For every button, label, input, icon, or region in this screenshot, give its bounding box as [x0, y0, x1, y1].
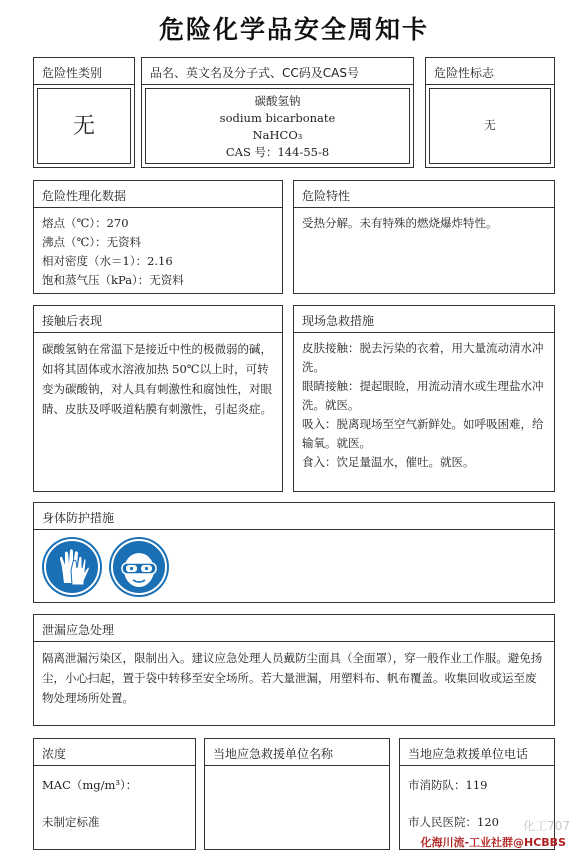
physchem-line: 沸点（℃）：无资料	[42, 235, 142, 249]
first-aid-box	[293, 305, 555, 492]
first-aid-line: 皮肤接触：脱去污染的衣着，用大量流动清水冲洗。	[302, 341, 544, 374]
hazard-mark-value: 无	[484, 118, 496, 132]
page-title: 危险化学品安全周知卡	[158, 15, 429, 44]
identity-cn-name: 碳酸氢钠	[254, 94, 301, 108]
identity-box	[141, 57, 414, 168]
contact-box	[33, 305, 283, 492]
hazard-props-box	[293, 180, 555, 294]
concentration-mac: MAC（mg/m³）：	[42, 778, 138, 792]
physchem-box	[33, 180, 283, 294]
identity-en-name: sodium bicarbonate	[219, 111, 336, 125]
hazard-class-box	[33, 57, 135, 168]
concentration-box	[33, 738, 196, 850]
phone-hospital: 市人民医院：120	[408, 815, 499, 829]
hazard-props-text: 受热分解。未有特殊的燃烧爆炸特性。	[302, 216, 498, 230]
contact-header: 接触后表现	[34, 306, 282, 333]
spill-header: 泄漏应急处理	[34, 615, 554, 642]
concentration-header: 浓度	[34, 739, 195, 766]
first-aid-header: 现场急救措施	[294, 306, 554, 333]
watermark-faint: 化工707	[523, 819, 570, 833]
phone-fire: 市消防队：119	[408, 778, 488, 792]
identity-cas: CAS 号：144-55-8	[225, 145, 330, 159]
gloves-icon	[42, 537, 102, 597]
spill-box	[33, 614, 555, 726]
identity-frame	[145, 88, 410, 164]
hazard-mark-box	[425, 57, 555, 168]
hazard-mark-header: 危险性标志	[426, 58, 554, 85]
ppe-header: 身体防护措施	[34, 503, 554, 530]
concentration-value: 未制定标准	[42, 815, 100, 829]
hazard-props-header: 危险特性	[294, 181, 554, 208]
hazard-class-value: 无	[72, 114, 95, 139]
local-phone-header: 当地应急救援单位电话	[400, 739, 554, 766]
physchem-header: 危险性理化数据	[34, 181, 282, 208]
first-aid-line: 眼睛接触：提起眼睑，用流动清水或生理盐水冲洗。就医。	[302, 379, 544, 412]
hazard-class-value-frame	[37, 88, 131, 164]
goggles-icon	[109, 537, 169, 597]
contact-text: 碳酸氢钠在常温下是接近中性的极微弱的碱， 如将其固体或水溶液加热 50℃以上时，可转变为碳酸钠，对人具有刺激性和腐蚀性，对眼睛、皮肤及呼吸道粘膜有刺激性，引起炎症。	[42, 342, 272, 416]
hazard-mark-frame	[429, 88, 551, 164]
identity-header: 品名、英文名及分子式、CC码及CAS号	[142, 58, 413, 85]
physchem-line: 饱和蒸气压（kPa）：无资料	[42, 273, 184, 287]
local-unit-header: 当地应急救援单位名称	[205, 739, 389, 766]
local-unit-box	[204, 738, 390, 850]
identity-formula: NaHCO₃	[252, 128, 303, 142]
spill-text: 隔离泄漏污染区，限制出入。建议应急处理人员戴防尘面具（全面罩），穿一般作业工作服。避免扬尘，小心扫起，置于袋中转移至安全场所。若大量泄漏，用塑料布、帆布覆盖。收集回收或运至废物处理场所处置。	[42, 651, 543, 705]
physchem-line: 相对密度（水＝1）：2.16	[42, 254, 173, 268]
hazard-class-header: 危险性类别	[34, 58, 134, 85]
physchem-line: 熔点（℃）：270	[42, 216, 129, 230]
first-aid-line: 食入：饮足量温水，催吐。就医。	[302, 455, 475, 469]
watermark-credit: 化海川流-工业社群@HCBBS	[420, 836, 566, 849]
first-aid-line: 吸入：脱离现场至空气新鲜处。如呼吸困难，给输氧。就医。	[302, 417, 544, 450]
